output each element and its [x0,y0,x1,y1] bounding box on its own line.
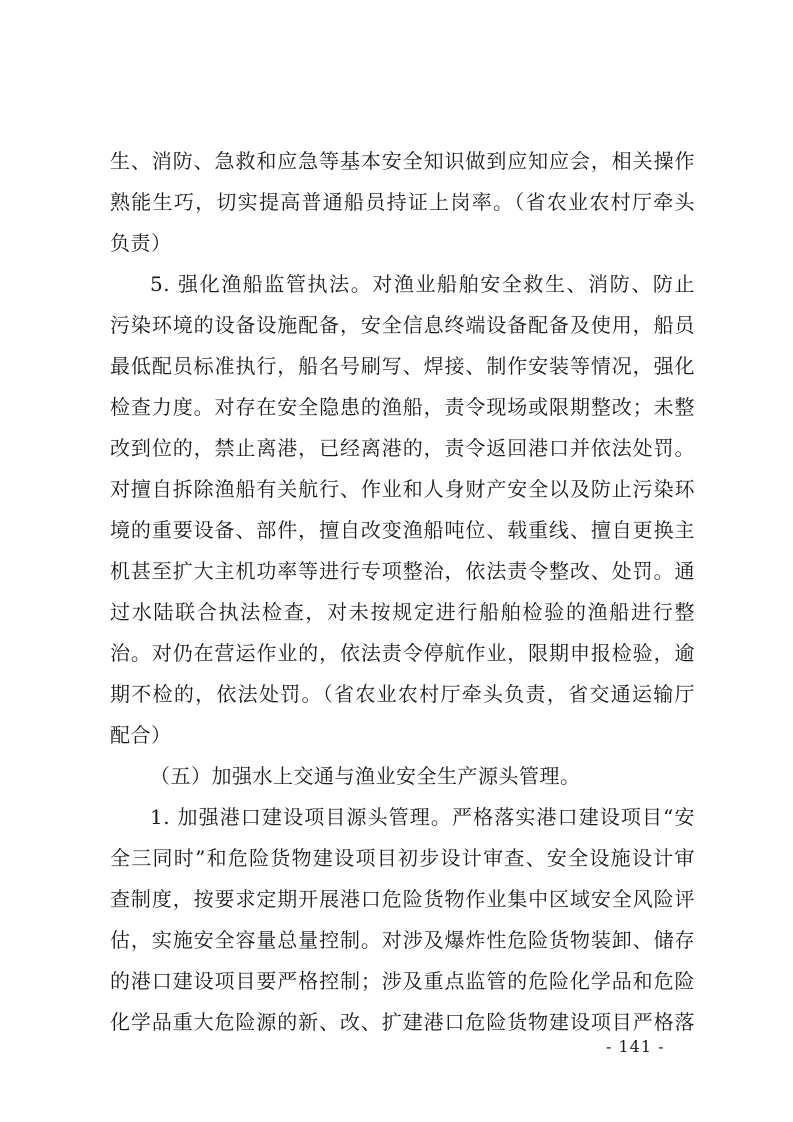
page-number: - 141 - [606,1037,665,1056]
body-text-line: 对擅自拆除渔船有关航行、作业和人身财产安全以及防止污染环 [110,477,695,501]
body-text-line: 检查力度。对存在安全隐患的渔船，责令现场或限期整改；未整 [110,395,695,419]
body-text-line: 的港口建设项目要严格控制；涉及重点监管的危险化学品和危险 [110,969,695,993]
body-text-line: 境的重要设备、部件，擅自改变渔船吨位、载重线、擅自更换主 [110,518,695,542]
body-text-line: 过水陆联合执法检查，对未按规定进行船舶检验的渔船进行整 [110,600,695,624]
body-text-line: 熟能生巧，切实提高普通船员持证上岗率。（省农业农村厅牵头 [110,190,695,214]
body-text-line: 化学品重大危险源的新、改、扩建港口危险货物建设项目严格落 [110,1010,695,1034]
body-text-line: 最低配员标准执行，船名号刷写、焊接、制作安装等情况，强化 [110,354,695,378]
section-heading: （五）加强水上交通与渔业安全生产源头管理。 [150,764,581,788]
body-text-line: 期不检的，依法处罚。（省农业农村厅牵头负责，省交通运输厅 [110,682,695,706]
body-text-line: 全三同时”和危险货物建设项目初步设计审查、安全设施设计审 [110,846,695,870]
body-text-line: 改到位的，禁止离港，已经离港的，责令返回港口并依法处罚。 [110,436,695,460]
body-text-line: 查制度，按要求定期开展港口危险货物作业集中区域安全风险评 [110,887,695,911]
body-text-line: 1. 加强港口建设项目源头管理。严格落实港口建设项目“安 [150,805,695,829]
body-text-line: 负责） [110,231,172,255]
body-text-line: 配合） [110,723,172,747]
body-text-line: 生、消防、急救和应急等基本安全知识做到应知应会，相关操作 [110,149,695,173]
body-text-line: 5. 强化渔船监管执法。对渔业船舶安全救生、消防、防止 [150,272,695,296]
body-text-line: 污染环境的设备设施配备，安全信息终端设备配备及使用，船员 [110,313,695,337]
body-text-line: 机甚至扩大主机功率等进行专项整治，依法责令整改、处罚。通 [110,559,695,583]
body-text-line: 治。对仍在营运作业的，依法责令停航作业，限期申报检验，逾 [110,641,695,665]
body-text-line: 估，实施安全容量总量控制。对涉及爆炸性危险货物装卸、储存 [110,928,695,952]
